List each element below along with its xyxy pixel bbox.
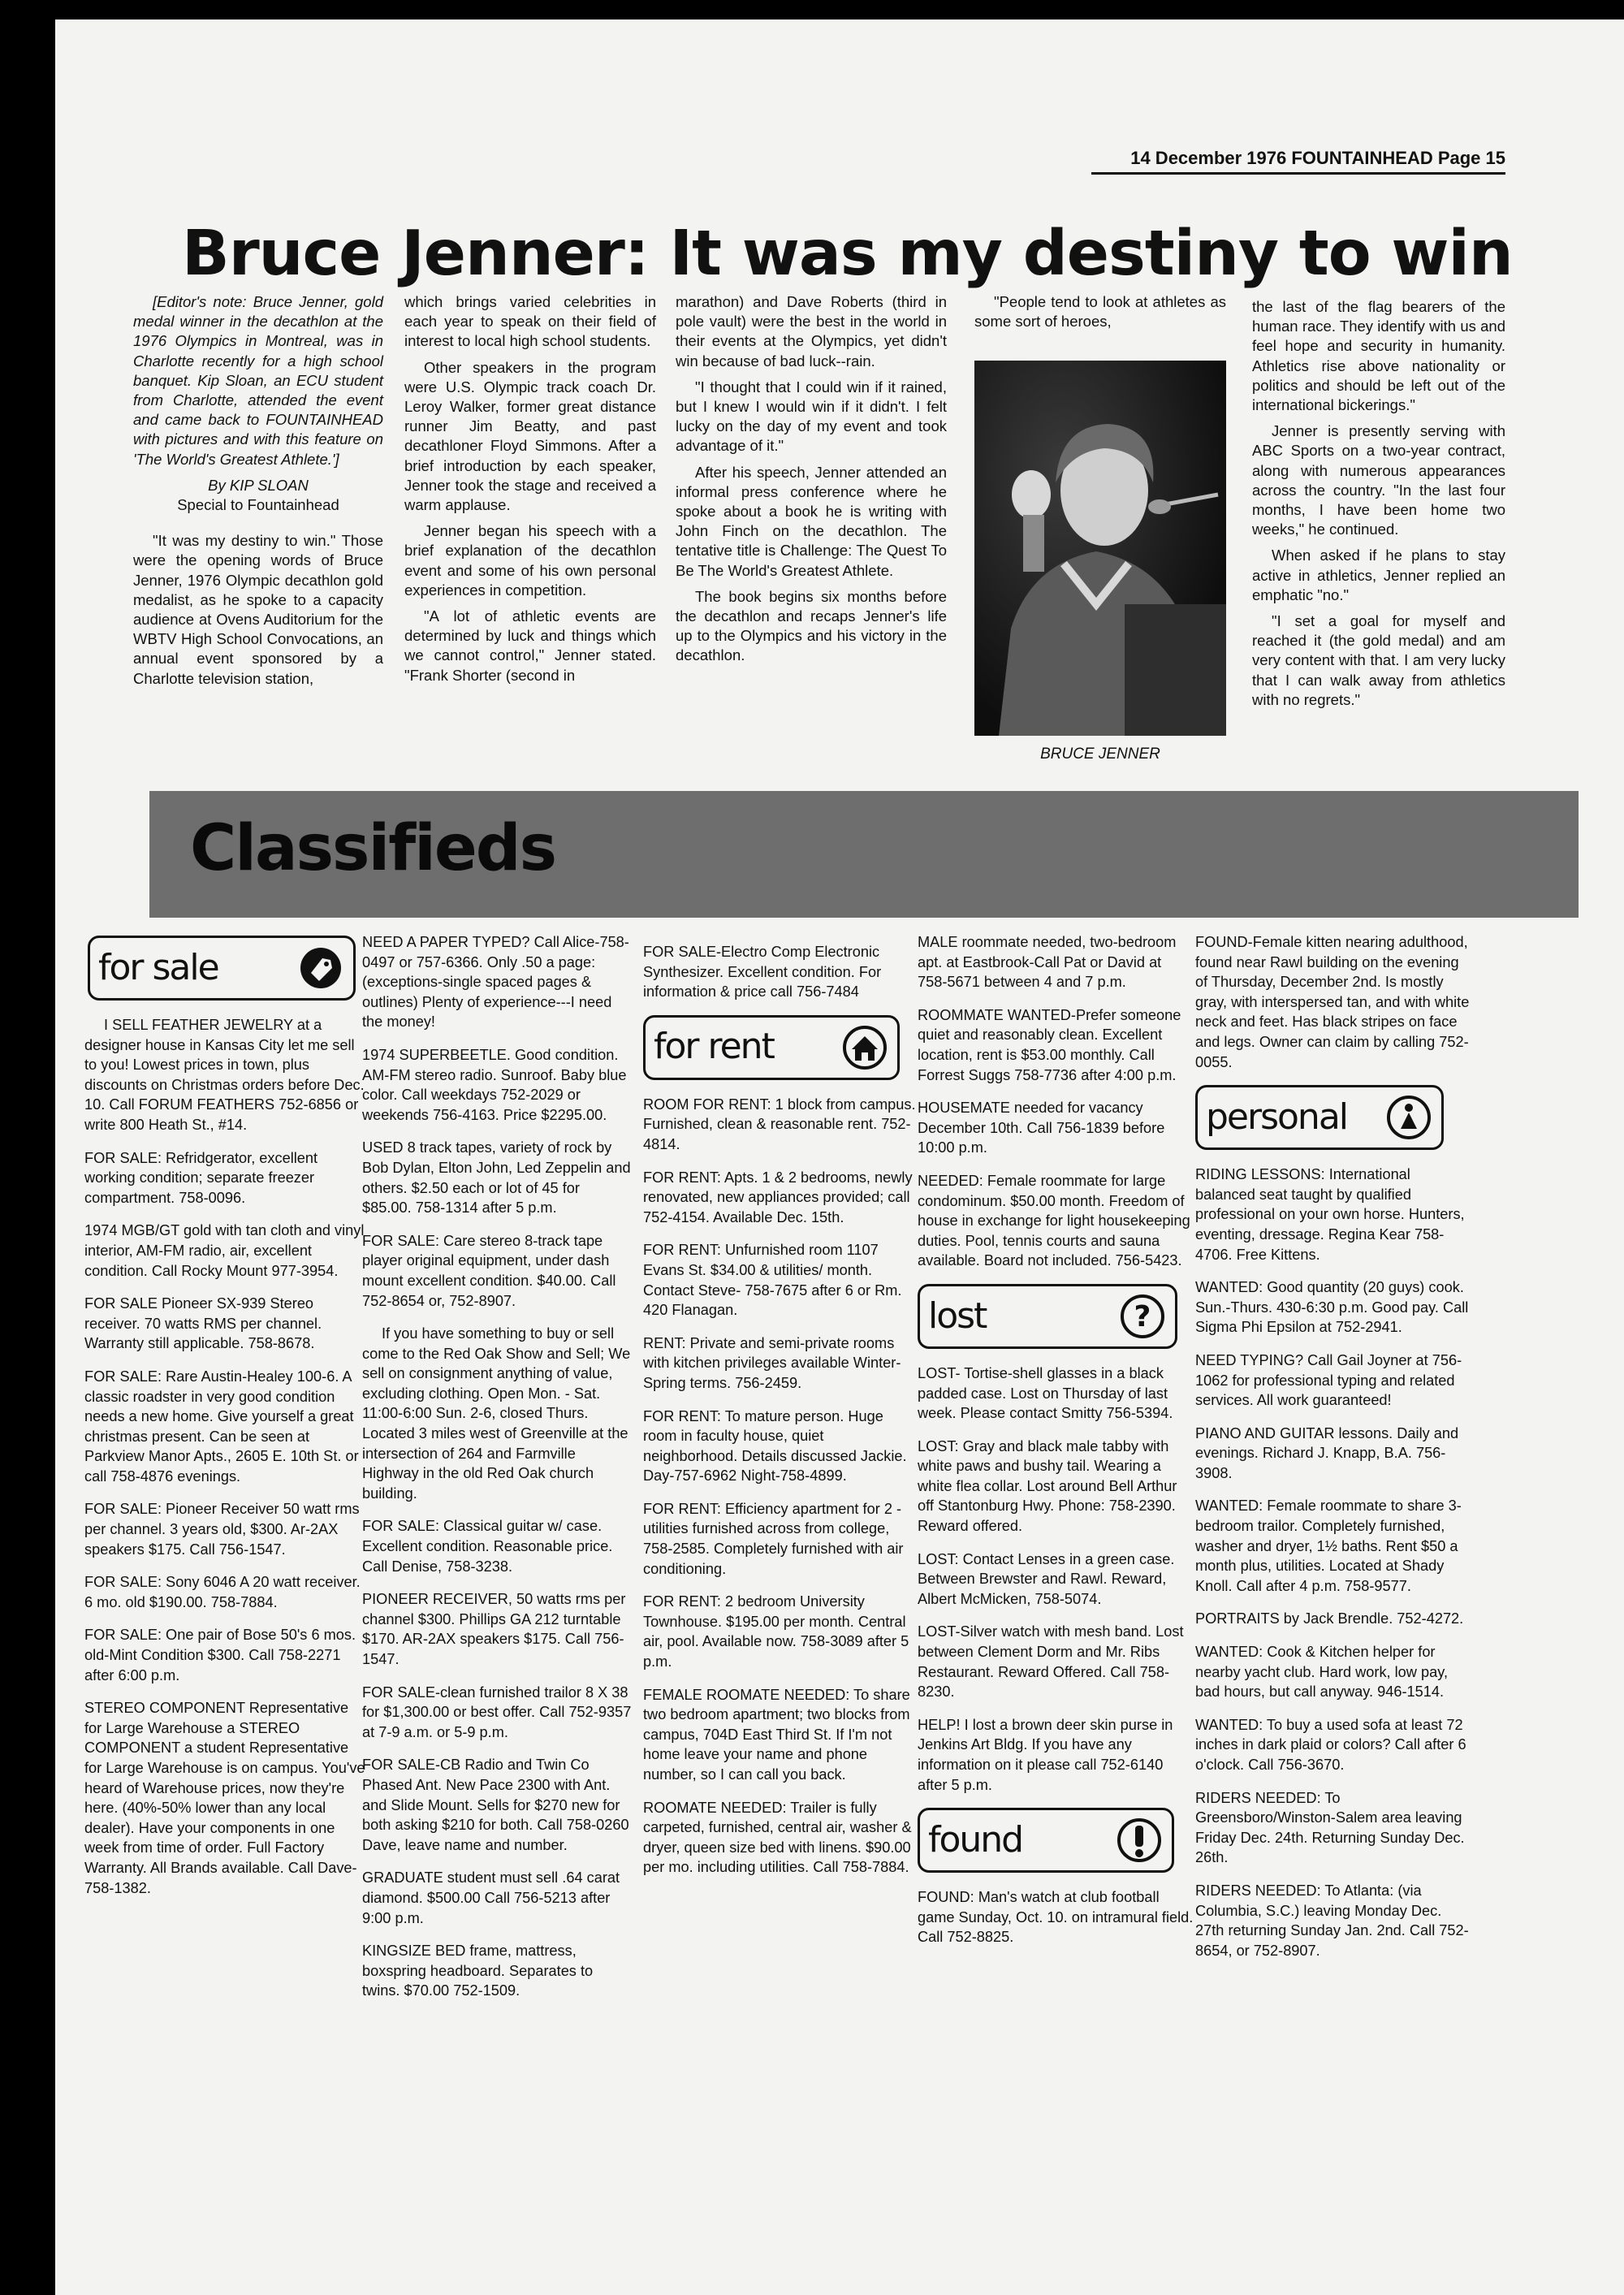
classified-ad: NEED TYPING? Call Gail Joyner at 756-1062 for professional typing and related services. All work guaranteed! xyxy=(1195,1351,1462,1409)
classified-ad: ROOM FOR RENT: 1 block from campus. Furnished, clean & reasonable rent. 752-4814. xyxy=(643,1096,916,1152)
bruce-jenner-photo xyxy=(974,361,1226,736)
classifieds-column-1 xyxy=(84,932,367,1911)
classified-ad: 1974 MGB/GT gold with tan cloth and vinyl interior, AM-FM radio, air, excellent condition. Call Rocky Mount 977-3954. xyxy=(84,1222,365,1279)
classified-ad: RIDERS NEEDED: To Atlanta: (via Columbia, S.C.) leaving Monday Dec. 27th returning Sunday Jan. 2nd. Call 752-8654, or 752-8907. xyxy=(1195,1882,1469,1959)
svg-text:?: ? xyxy=(1134,1299,1151,1333)
article-paragraph: Jenner is presently serving with ABC Sports on a two-year contract, along with numerous appearances across the country. "In the last four months, I have been home two weeks," he continued. xyxy=(1252,422,1505,538)
byline: By KIP SLOAN xyxy=(208,476,309,494)
classified-ad: FOR SALE: Refridgerator, excellent working condition; separate freezer compartment. 758-0096. xyxy=(84,1149,318,1206)
classified-ad: LOST: Contact Lenses in a green case. Between Brewster and Rawl. Reward, Albert McMicken, 758-5074. xyxy=(918,1550,1175,1607)
classified-ad: 1974 SUPERBEETLE. Good condition. AM-FM stereo radio. Sunroof. Baby blue color. Call weekdays 752-2029 or weekends 756-4163. Price $2295.00. xyxy=(362,1046,627,1123)
classified-ad: FOR RENT: 2 bedroom University Townhouse. $195.00 per month. Central air, pool. Available now. 758-3089 after 5 p.m. xyxy=(643,1593,909,1670)
article-paragraph: When asked if he plans to stay active in athletics, Jenner replied an emphatic "no." xyxy=(1252,547,1505,603)
classified-ad: PIANO AND GUITAR lessons. Daily and evenings. Richard J. Knapp, B.A. 756-3908. xyxy=(1195,1424,1459,1481)
classified-ad: RIDING LESSONS: International balanced seat taught by qualified professional on your own horse. Hunters, eventing, dressage. Regina Kear 758-4706. Free Kittens. xyxy=(1195,1166,1465,1263)
classified-ad: WANTED: Good quantity (20 guys) cook. Sun.-Thurs. 430-6:30 p.m. Good pay. Call Sigma Phi Epsilon at 752-2941. xyxy=(1195,1279,1469,1336)
classified-ad: FOR SALE-CB Radio and Twin Co Phased Ant. New Pace 2300 with Ant. and Slide Mount. Sells for $270 new for both asking $210 for both. Call 758-0260 Dave, leave name and number. xyxy=(362,1757,629,1853)
classified-ad: ROOMATE NEEDED: Trailer is fully carpeted, furnished, central air, washer & dryer, queen size bed with linens. $90.00 per mo. including utilities. Call 758-7884. xyxy=(643,1799,912,1876)
photo-caption: BRUCE JENNER xyxy=(1040,746,1160,763)
article-paragraph: "I set a goal for myself and reached it (the gold medal) and am very content with that. I am very lucky that I can walk away from athletics with no regrets." xyxy=(1252,612,1505,708)
classified-ad: FOR SALE: One pair of Bose 50's 6 mos. old-Mint Condition $300. Call 758-2271 after 6:00 p.m. xyxy=(84,1627,356,1683)
classified-ad: FOR RENT: Apts. 1 & 2 bedrooms, newly renovated, new appliances provided; call 752-4154. Available Dec. 15th. xyxy=(643,1169,913,1225)
for-sale-section-header xyxy=(88,936,356,1001)
classified-ad: LOST-Silver watch with mesh band. Lost between Clement Dorm and Mr. Ribs Restaurant. Reward Offered. Call 758-8230. xyxy=(918,1623,1184,1701)
found-label: found xyxy=(928,1818,1023,1861)
classifieds-column-5 xyxy=(1195,932,1473,1973)
classified-ad: FOR RENT: Efficiency apartment for 2 - utilities furnished across from college, 758-2585. Completely furnished with air conditioning. xyxy=(643,1500,904,1577)
article-paragraph: marathon) and Dave Roberts (third in pole vault) were the best in the world in their events at the Olympics, yet didn't win because of bad luck--rain. xyxy=(676,293,947,370)
classified-ad: NEED A PAPER TYPED? Call Alice-758-0497 or 757-6366. Only .50 a page: (exceptions-single spaced pages & outlines) Plenty of experience---I need the money! xyxy=(362,934,629,1031)
classified-ad: LOST: Gray and black male tabby with white paws and bushy tail. Wearing a white flea collar. Lost around Bell Arthur off Stantonburg Hwy. Phone: 758-2390. Reward offered. xyxy=(918,1437,1177,1535)
exclamation-icon xyxy=(1116,1817,1162,1863)
classified-ad: RIDERS NEEDED: To Greensboro/Winston-Salem area leaving Friday Dec. 24th. Returning Sunday Dec. 26th. xyxy=(1195,1789,1465,1866)
article-paragraph: the last of the flag bearers of the human race. They identify with us and feel hope and security in humanity. Athletics rise above nationality or politics and should be left out of the international bickerings." xyxy=(1252,298,1505,414)
personal-section-header xyxy=(1195,1085,1444,1150)
classifieds-banner xyxy=(149,791,1579,918)
for-rent-section-header xyxy=(643,1015,900,1080)
classified-ad: FOR SALE: Classical guitar w/ case. Excellent condition. Reasonable price. Call Denise, 758-3238. xyxy=(362,1518,613,1575)
classifieds-title: Classifieds xyxy=(190,812,556,885)
classified-ad: FOR SALE: Rare Austin-Healey 100-6. A classic roadster in very good condition needs a new home. Give yourself a great christmas present. Can be seen at Parkview Manor Apts., 2605 E. 10th St. or call 758-4876 evenings. xyxy=(84,1368,359,1485)
article-paragraph: The book begins six months before the decathlon and recaps Jenner's life up to the Olympics and his victory in the decathlon. xyxy=(676,587,947,664)
classified-ad: FOR RENT: To mature person. Huge room in faculty house, quiet neighborhood. Details discussed Jackie. Day-757-6962 Night-758-4899. xyxy=(643,1407,907,1485)
for-sale-label: for sale xyxy=(98,946,218,988)
article-paragraph: "People tend to look at athletes as some sort of heroes, xyxy=(974,293,1226,331)
classified-ad: RENT: Private and semi-private rooms with kitchen privileges available Winter-Spring terms. 756-2459. xyxy=(643,1334,901,1391)
article-paragraph: "A lot of athletic events are determined by luck and things which we cannot control," Jenner stated. "Frank Shorter (second in xyxy=(404,607,656,684)
article-column-5 xyxy=(1252,297,1505,716)
price-tag-icon xyxy=(298,945,343,991)
classified-ad: FOR SALE: Care stereo 8-track tape player original equipment, under dash mount excellent condition. $40.00. Call 752-8654 or, 752-8907. xyxy=(362,1232,616,1309)
article-column-1 xyxy=(133,292,383,695)
found-section-header xyxy=(918,1808,1174,1873)
for-rent-label: for rent xyxy=(654,1026,774,1068)
classified-ad: FOR SALE-clean furnished trailor 8 X 38 for $1,300.00 or best offer. Call 752-9357 at 7-9 a.m. or 5-9 p.m. xyxy=(362,1683,632,1740)
classified-ad: KINGSIZE BED frame, mattress, boxspring headboard. Separates to twins. $70.00 752-1509. xyxy=(362,1943,594,1999)
article-column-2 xyxy=(404,292,656,692)
classified-ad: FOUND-Female kitten nearing adulthood, found near Rawl building on the evening of Thursday, December 2nd. Is mostly gray, with interspersed tan, and with white neck and feet. Has black stripes on face and legs. Owner can claim by calling 752-0055. xyxy=(1195,934,1470,1070)
classified-ad: STEREO COMPONENT Representative for Large Warehouse a STEREO COMPONENT a student Representative for Large Warehouse is on campus. You've heard of Warehouse prices, now they're here. (40%-50% lower than any local dealer). Have your components in one week from time of order. Full Factory Warranty. All Brands available. Call Dave- 758-1382. xyxy=(84,1700,365,1896)
classified-ad: FOR SALE Pioneer SX-939 Stereo receiver. 70 watts RMS per channel. Warranty still applicable. 758-8678. xyxy=(84,1295,322,1352)
article-paragraph: Other speakers in the program were U.S. Olympic track coach Dr. Leroy Walker, former great distance runner Jim Beatty, and past decathloner Floyd Simmons. After a brief introduction by each speaker, Jenner took the stage and received a warm applause. xyxy=(404,358,656,514)
classified-ad: MALE roommate needed, two-bedroom apt. at Eastbrook-Call Pat or David at 758-5671 between 4 and 7 p.m. xyxy=(918,934,1177,991)
person-icon xyxy=(1386,1095,1432,1140)
classified-ad: PIONEER RECEIVER, 50 watts rms per channel $300. Phillips GA 212 turntable $170. AR-2AX speakers $175. Call 756-1547. xyxy=(362,1591,626,1667)
article-paragraph: "It was my destiny to win." Those were the opening words of Bruce Jenner, 1976 Olympic decathlon gold medalist, as he spoke to a capacity audience at Ovens Auditorium for the WBTV High School Convocations, an annual event sponsored by a Charlotte television station, xyxy=(133,532,383,687)
classified-ad: USED 8 track tapes, variety of rock by Bob Dylan, Elton John, Led Zeppelin and others. $2.50 each or lot of 45 for $85.00. 758-1314 after 5 p.m. xyxy=(362,1139,631,1217)
classified-ad: HELP! I lost a brown deer skin purse in Jenkins Art Bldg. If you have any information on it please call 752-6140 after 5 p.m. xyxy=(918,1716,1173,1793)
classified-ad: GRADUATE student must sell .64 carat diamond. $500.00 Call 756-5213 after 9:00 p.m. xyxy=(362,1869,620,1926)
newspaper-page xyxy=(55,19,1624,2295)
article-paragraph: Jenner began his speech with a brief explanation of the decathlon event and some of his own personal experiences in competition. xyxy=(404,522,656,599)
article-column-4 xyxy=(974,292,1226,338)
classified-ad: FEMALE ROOMATE NEEDED: To share two bedroom apartment; two blocks from campus, 704D East Third St. If I'm not home leave your name and phone number, so I can call you back. xyxy=(643,1686,910,1783)
editors-note: [Editor's note: Bruce Jenner, gold medal winner in the decathlon at the 1976 Olympics in Montreal, was in Charlotte recently for a high school banquet. Kip Sloan, an ECU student from Charlotte, attended the event and came back to FOUNTAINHEAD with pictures and with this feature on 'The World's Greatest Athlete.'] xyxy=(133,293,383,468)
running-head: 14 December 1976 FOUNTAINHEAD Page 15 xyxy=(1130,148,1505,168)
classified-ad: FOR SALE: Pioneer Receiver 50 watt rms per channel. 3 years old, $300. Ar-2AX speakers $175. Call 756-1547. xyxy=(84,1501,360,1558)
classified-ad: PORTRAITS by Jack Brendle. 752-4272. xyxy=(1195,1610,1464,1627)
classifieds-column-2 xyxy=(362,932,632,2014)
lost-label: lost xyxy=(928,1294,987,1337)
personal-label: personal xyxy=(1206,1096,1348,1138)
classified-ad: ROOMMATE WANTED-Prefer someone quiet and reasonably clean. Excellent location, rent is $53.00 monthly. Call Forrest Suggs 758-7736 after 4:00 p.m. xyxy=(918,1006,1181,1083)
classified-ad: WANTED: Cook & Kitchen helper for nearby yacht club. Hard work, low pay, bad hours, but call anyway. 946-1514. xyxy=(1195,1644,1449,1701)
classified-ad: NEEDED: Female roommate for large condominum. $50.00 month. Freedom of house in exchange for light housekeeping duties. Pool, tennis courts and sauna available. Board not included. 756-5423. xyxy=(918,1172,1190,1269)
classified-ad: If you have something to buy or sell come to the Red Oak Show and Sell; We sell on consignment anything of value, excluding clothing. Open Mon. - Sat. 11:00-6:00 Sun. 2-6, closed Thurs. Located 3 miles west of Greenville at the intersection of 264 and Farmville Highway in the old Red Oak church building. xyxy=(362,1325,631,1502)
article-paragraph: After his speech, Jenner attended an informal press conference where he spoke about a book he is writing with John Finch on the decathlon. The tentative title is Challenge: The Quest To Be The World's Greatest Athlete. xyxy=(676,463,947,579)
classified-ad: FOR SALE: Sony 6046 A 20 watt receiver. 6 mo. old $190.00. 758-7884. xyxy=(84,1574,361,1610)
article-paragraph: "I thought that I could win if it rained, but I knew I would win if it didn't. I felt lucky on the day of my event and took advantage of it." xyxy=(676,378,947,455)
article-column-3 xyxy=(676,292,947,672)
question-mark-icon xyxy=(1120,1294,1165,1339)
house-icon xyxy=(842,1025,888,1070)
byline-sub: Special to Fountainhead xyxy=(177,496,339,514)
classified-ad: HOUSEMATE needed for vacancy December 10th. Call 756-1839 before 10:00 p.m. xyxy=(918,1100,1165,1156)
classified-ad: LOST- Tortise-shell glasses in a black padded case. Lost on Thursday of last week. Please contact Smitty 756-5394. xyxy=(918,1364,1173,1422)
lost-section-header xyxy=(918,1284,1177,1349)
article-paragraph: which brings varied celebrities in each year to speak on their field of interest to local high school students. xyxy=(404,293,656,350)
classified-ad: FOUND: Man's watch at club football game Sunday, Oct. 10. on intramural field. Call 752-8825. xyxy=(918,1889,1194,1946)
classified-ad: I SELL FEATHER JEWELRY at a designer house in Kansas City let me sell to you! Lowest prices in town, plus discounts on Christmas orders before Dec. 10. Call FORUM FEATHERS 752-6856 or write 800 Heath St., #14. xyxy=(84,1017,365,1133)
classifieds-column-4 xyxy=(918,932,1194,1960)
classified-ad: WANTED: Female roommate to share 3-bedroom trailor. Completely furnished, washer and dryer, 1½ baths. Rent $50 a month plus, utilities. Located at Shady Knoll. Call after 4 p.m. 758-9577. xyxy=(1195,1498,1462,1594)
classified-ad: FOR SALE-Electro Comp Electronic Synthesizer. Excellent condition. For information & price call 756-7484 xyxy=(643,944,882,1001)
classified-ad: FOR RENT: Unfurnished room 1107 Evans St. $34.00 & utilities/ month. Contact Steve- 758-7675 after 6 or Rm. 420 Flanagan. xyxy=(643,1242,902,1319)
classified-ad: WANTED: To buy a used sofa at least 72 inches in dark plaid or colors? Call after 6 o'clock. Call 756-3670. xyxy=(1195,1716,1466,1773)
header-rule xyxy=(1091,172,1505,175)
article-headline: Bruce Jenner: It was my destiny to win xyxy=(182,218,1513,290)
classifieds-column-3 xyxy=(643,942,919,1891)
